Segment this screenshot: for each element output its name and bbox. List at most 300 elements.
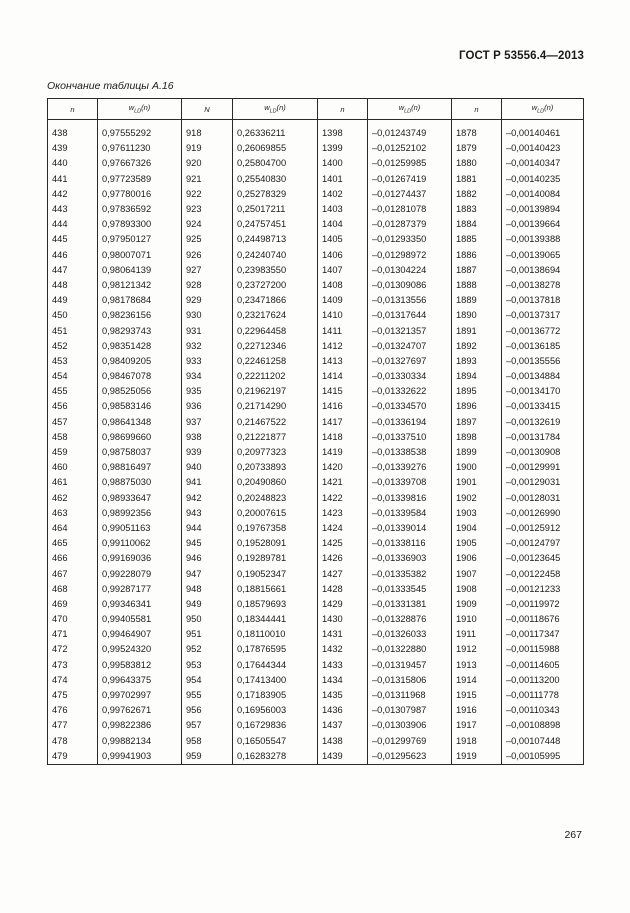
coefficient-cell: –0,01311968	[368, 688, 452, 703]
column-header-symbol: w	[531, 103, 538, 113]
coefficient-cell: –0,00117347	[502, 627, 584, 642]
index-cell: 950	[182, 612, 233, 627]
index-cell: 1421	[318, 475, 368, 490]
coefficient-cell: –0,01327697	[368, 354, 452, 369]
coefficient-cell: –0,01328876	[368, 612, 452, 627]
coefficient-cell: 0,17413400	[233, 673, 318, 688]
index-cell: 1884	[452, 217, 502, 232]
coefficient-cell: 0,25278329	[233, 187, 318, 202]
coefficient-cell: 0,99228079	[98, 566, 182, 581]
table-row	[48, 642, 584, 657]
coefficient-cell: 0,21714290	[233, 399, 318, 414]
coefficient-cell: 0,18815661	[233, 582, 318, 597]
index-cell: 930	[182, 308, 233, 323]
coefficient-cell: 0,98293743	[98, 323, 182, 338]
index-cell: 475	[48, 688, 98, 703]
index-cell: 439	[48, 141, 98, 156]
table-row	[48, 248, 584, 263]
window-coefficients-table	[47, 98, 584, 765]
coefficient-cell: –0,01339816	[368, 491, 452, 506]
coefficient-cell: –0,01339014	[368, 521, 452, 536]
column-header-argument: (n)	[276, 103, 286, 113]
coefficient-cell: –0,01339708	[368, 475, 452, 490]
table-row	[48, 308, 584, 323]
coefficient-cell: –0,00126990	[502, 506, 584, 521]
index-cell: 1412	[318, 339, 368, 354]
coefficient-cell: 0,23727200	[233, 278, 318, 293]
coefficient-cell: –0,00132619	[502, 415, 584, 430]
index-cell: 1914	[452, 673, 502, 688]
coefficient-cell: 0,97893300	[98, 217, 182, 232]
coefficient-cell: 0,98699660	[98, 430, 182, 445]
coefficient-cell: –0,00107448	[502, 734, 584, 749]
coefficient-cell: –0,01259985	[368, 156, 452, 171]
coefficient-cell: 0,25017211	[233, 202, 318, 217]
table-row	[48, 582, 584, 597]
coefficient-cell: –0,01309086	[368, 278, 452, 293]
index-cell: 925	[182, 232, 233, 247]
index-cell: 1418	[318, 430, 368, 445]
index-cell: 1892	[452, 339, 502, 354]
index-cell: 958	[182, 734, 233, 749]
index-cell: 937	[182, 415, 233, 430]
index-cell: 1401	[318, 172, 368, 187]
coefficient-cell: –0,01317644	[368, 308, 452, 323]
coefficient-cell: 0,23217624	[233, 308, 318, 323]
coefficient-cell: 0,22712346	[233, 339, 318, 354]
index-cell: 464	[48, 521, 98, 536]
table-row	[48, 323, 584, 338]
coefficient-cell: –0,00136772	[502, 323, 584, 338]
coefficient-cell: 0,98178684	[98, 293, 182, 308]
coefficient-cell: –0,01331381	[368, 597, 452, 612]
coefficient-cell: –0,00140461	[502, 126, 584, 141]
index-cell: 1411	[318, 323, 368, 338]
column-header-symbol: n	[474, 104, 479, 114]
coefficient-cell: –0,00133415	[502, 399, 584, 414]
column-header-subscript: LD	[134, 108, 142, 115]
coefficient-cell: 0,99822386	[98, 718, 182, 733]
coefficient-cell: 0,99287177	[98, 582, 182, 597]
index-cell: 922	[182, 187, 233, 202]
column-header-symbol: N	[204, 104, 210, 114]
index-cell: 952	[182, 642, 233, 657]
table-row	[48, 415, 584, 430]
index-cell: 1918	[452, 734, 502, 749]
table-row	[48, 597, 584, 612]
coefficient-cell: 0,25540830	[233, 172, 318, 187]
page-number: 267	[564, 829, 582, 841]
coefficient-cell: 0,16729836	[233, 718, 318, 733]
column-header-subscript: LD	[537, 108, 545, 115]
coefficient-cell: 0,20007615	[233, 506, 318, 521]
index-cell: 1424	[318, 521, 368, 536]
table-row	[48, 718, 584, 733]
coefficient-cell: –0,00135556	[502, 354, 584, 369]
index-cell: 450	[48, 308, 98, 323]
index-cell: 1420	[318, 460, 368, 475]
table-row	[48, 536, 584, 551]
coefficient-cell: –0,00140235	[502, 172, 584, 187]
table-body	[48, 120, 584, 765]
index-cell: 454	[48, 369, 98, 384]
index-cell: 932	[182, 339, 233, 354]
coefficient-cell: 0,16283278	[233, 749, 318, 765]
index-cell: 467	[48, 566, 98, 581]
table-row	[48, 339, 584, 354]
coefficient-cell: –0,01287379	[368, 217, 452, 232]
index-cell: 1437	[318, 718, 368, 733]
index-cell: 1904	[452, 521, 502, 536]
coefficient-cell: –0,00124797	[502, 536, 584, 551]
table-row	[48, 734, 584, 749]
coefficient-cell: 0,18110010	[233, 627, 318, 642]
coefficient-cell: 0,99524320	[98, 642, 182, 657]
coefficient-cell: 0,98409205	[98, 354, 182, 369]
table-row	[48, 703, 584, 718]
coefficient-cell: –0,00139664	[502, 217, 584, 232]
coefficient-cell: 0,98992356	[98, 506, 182, 521]
table-row	[48, 673, 584, 688]
coefficient-cell: –0,01333545	[368, 582, 452, 597]
coefficient-cell: 0,99405581	[98, 612, 182, 627]
table-row	[48, 187, 584, 202]
column-header	[318, 99, 368, 120]
coefficient-cell: 0,98351428	[98, 339, 182, 354]
column-header-argument: (n)	[411, 103, 421, 113]
index-cell: 1888	[452, 278, 502, 293]
coefficient-cell: 0,22461258	[233, 354, 318, 369]
table-row	[48, 658, 584, 673]
coefficient-cell: –0,01332622	[368, 384, 452, 399]
index-cell: 1894	[452, 369, 502, 384]
coefficient-cell: 0,98064139	[98, 263, 182, 278]
index-cell: 1897	[452, 415, 502, 430]
index-cell: 1900	[452, 460, 502, 475]
index-cell: 471	[48, 627, 98, 642]
column-header	[233, 99, 318, 120]
index-cell: 1915	[452, 688, 502, 703]
coefficient-cell: –0,00110343	[502, 703, 584, 718]
index-cell: 1430	[318, 612, 368, 627]
coefficient-cell: –0,00137818	[502, 293, 584, 308]
index-cell: 1403	[318, 202, 368, 217]
index-cell: 949	[182, 597, 233, 612]
coefficient-cell: 0,20248823	[233, 491, 318, 506]
column-header-symbol: w	[128, 103, 135, 113]
index-cell: 939	[182, 445, 233, 460]
coefficient-cell: –0,01303906	[368, 718, 452, 733]
index-cell: 923	[182, 202, 233, 217]
coefficient-cell: –0,00130908	[502, 445, 584, 460]
index-cell: 1425	[318, 536, 368, 551]
index-cell: 944	[182, 521, 233, 536]
coefficient-cell: –0,01338116	[368, 536, 452, 551]
column-header-symbol: n	[340, 104, 345, 114]
coefficient-cell: –0,00108898	[502, 718, 584, 733]
table-row	[48, 566, 584, 581]
coefficient-cell: 0,21221877	[233, 430, 318, 445]
table-row	[48, 202, 584, 217]
index-cell: 1435	[318, 688, 368, 703]
index-cell: 1913	[452, 658, 502, 673]
index-cell: 918	[182, 126, 233, 141]
coefficient-cell: 0,23471866	[233, 293, 318, 308]
index-cell: 461	[48, 475, 98, 490]
index-cell: 1406	[318, 248, 368, 263]
coefficient-cell: 0,99762671	[98, 703, 182, 718]
coefficient-cell: –0,00113200	[502, 673, 584, 688]
coefficient-cell: 0,97555292	[98, 126, 182, 141]
index-cell: 468	[48, 582, 98, 597]
index-cell: 1917	[452, 718, 502, 733]
index-cell: 1426	[318, 551, 368, 566]
index-cell: 1891	[452, 323, 502, 338]
index-cell: 946	[182, 551, 233, 566]
coefficient-cell: –0,00131784	[502, 430, 584, 445]
table-row	[48, 263, 584, 278]
coefficient-cell: 0,97836592	[98, 202, 182, 217]
coefficient-cell: –0,00138278	[502, 278, 584, 293]
coefficient-cell: 0,99110062	[98, 536, 182, 551]
index-cell: 1905	[452, 536, 502, 551]
index-cell: 1889	[452, 293, 502, 308]
index-cell: 1405	[318, 232, 368, 247]
index-cell: 1896	[452, 399, 502, 414]
index-cell: 929	[182, 293, 233, 308]
index-cell: 1878	[452, 126, 502, 141]
index-cell: 1429	[318, 597, 368, 612]
coefficient-cell: 0,98007071	[98, 248, 182, 263]
index-cell: 478	[48, 734, 98, 749]
index-cell: 1902	[452, 491, 502, 506]
table-row	[48, 217, 584, 232]
table-row	[48, 354, 584, 369]
index-cell: 940	[182, 460, 233, 475]
column-header-argument: (n)	[544, 103, 554, 113]
coefficient-cell: –0,00138694	[502, 263, 584, 278]
index-cell: 451	[48, 323, 98, 338]
index-cell: 1433	[318, 658, 368, 673]
index-cell: 445	[48, 232, 98, 247]
coefficient-cell: 0,99464907	[98, 627, 182, 642]
index-cell: 1398	[318, 126, 368, 141]
coefficient-cell: 0,17876595	[233, 642, 318, 657]
coefficient-cell: –0,00140347	[502, 156, 584, 171]
coefficient-cell: 0,19052347	[233, 566, 318, 581]
coefficient-cell: –0,00118676	[502, 612, 584, 627]
index-cell: 927	[182, 263, 233, 278]
table-row	[48, 445, 584, 460]
index-cell: 1908	[452, 582, 502, 597]
index-cell: 448	[48, 278, 98, 293]
table-row	[48, 521, 584, 536]
index-cell: 443	[48, 202, 98, 217]
table-row	[48, 749, 584, 765]
coefficient-cell: 0,20733893	[233, 460, 318, 475]
coefficient-cell: –0,01319457	[368, 658, 452, 673]
table-row	[48, 612, 584, 627]
coefficient-cell: –0,01307987	[368, 703, 452, 718]
index-cell: 1438	[318, 734, 368, 749]
table-row	[48, 627, 584, 642]
index-cell: 1901	[452, 475, 502, 490]
coefficient-cell: 0,26336211	[233, 126, 318, 141]
index-cell: 933	[182, 354, 233, 369]
index-cell: 438	[48, 126, 98, 141]
coefficient-cell: 0,20490860	[233, 475, 318, 490]
table-row	[48, 460, 584, 475]
column-header-symbol: w	[398, 103, 405, 113]
index-cell: 1428	[318, 582, 368, 597]
column-header-subscript: LD	[269, 108, 277, 115]
index-cell: 935	[182, 384, 233, 399]
index-cell: 1423	[318, 506, 368, 521]
coefficient-cell: –0,01334570	[368, 399, 452, 414]
column-header	[182, 99, 233, 120]
coefficient-cell: –0,00115988	[502, 642, 584, 657]
index-cell: 479	[48, 749, 98, 765]
index-cell: 943	[182, 506, 233, 521]
index-cell: 1436	[318, 703, 368, 718]
coefficient-cell: 0,99882134	[98, 734, 182, 749]
index-cell: 456	[48, 399, 98, 414]
coefficient-cell: 0,24240740	[233, 248, 318, 263]
coefficient-cell: 0,99702997	[98, 688, 182, 703]
coefficient-cell: –0,00125912	[502, 521, 584, 536]
index-cell: 460	[48, 460, 98, 475]
coefficient-cell: –0,01335382	[368, 566, 452, 581]
index-cell: 470	[48, 612, 98, 627]
index-cell: 948	[182, 582, 233, 597]
index-cell: 1886	[452, 248, 502, 263]
coefficient-cell: 0,99169036	[98, 551, 182, 566]
coefficient-cell: –0,00139065	[502, 248, 584, 263]
table-row	[48, 141, 584, 156]
index-cell: 959	[182, 749, 233, 765]
index-cell: 447	[48, 263, 98, 278]
table-row	[48, 506, 584, 521]
index-cell: 449	[48, 293, 98, 308]
index-cell: 1409	[318, 293, 368, 308]
table-header-row	[48, 99, 584, 120]
index-cell: 1880	[452, 156, 502, 171]
index-cell: 1890	[452, 308, 502, 323]
index-cell: 1910	[452, 612, 502, 627]
index-cell: 942	[182, 491, 233, 506]
index-cell: 1399	[318, 141, 368, 156]
coefficient-cell: 0,17183905	[233, 688, 318, 703]
coefficient-cell: 0,98467078	[98, 369, 182, 384]
index-cell: 931	[182, 323, 233, 338]
index-cell: 1434	[318, 673, 368, 688]
coefficient-cell: –0,01267419	[368, 172, 452, 187]
index-cell: 458	[48, 430, 98, 445]
coefficient-cell: –0,00139388	[502, 232, 584, 247]
column-header	[502, 99, 584, 120]
table-row	[48, 232, 584, 247]
coefficient-cell: –0,00134884	[502, 369, 584, 384]
coefficient-cell: –0,00114605	[502, 658, 584, 673]
coefficient-cell: –0,00129031	[502, 475, 584, 490]
index-cell: 457	[48, 415, 98, 430]
document-standard-code: ГОСТ Р 53556.4—2013	[459, 50, 584, 62]
table-row	[48, 384, 584, 399]
index-cell: 920	[182, 156, 233, 171]
index-cell: 1414	[318, 369, 368, 384]
coefficient-cell: –0,00140423	[502, 141, 584, 156]
coefficient-cell: –0,00137317	[502, 308, 584, 323]
table-row	[48, 688, 584, 703]
index-cell: 1919	[452, 749, 502, 765]
coefficient-cell: –0,01281078	[368, 202, 452, 217]
coefficient-cell: 0,98933647	[98, 491, 182, 506]
coefficient-cell: –0,01339276	[368, 460, 452, 475]
index-cell: 1422	[318, 491, 368, 506]
coefficient-cell: 0,97667326	[98, 156, 182, 171]
coefficient-cell: 0,24498713	[233, 232, 318, 247]
coefficient-cell: 0,18579693	[233, 597, 318, 612]
index-cell: 1885	[452, 232, 502, 247]
index-cell: 1431	[318, 627, 368, 642]
index-cell: 928	[182, 278, 233, 293]
index-cell: 1912	[452, 642, 502, 657]
index-cell: 924	[182, 217, 233, 232]
coefficient-cell: 0,99941903	[98, 749, 182, 765]
column-header	[368, 99, 452, 120]
coefficient-cell: –0,00140084	[502, 187, 584, 202]
index-cell: 955	[182, 688, 233, 703]
index-cell: 953	[182, 658, 233, 673]
index-cell: 1413	[318, 354, 368, 369]
coefficient-cell: 0,24757451	[233, 217, 318, 232]
table-row	[48, 278, 584, 293]
index-cell: 463	[48, 506, 98, 521]
index-cell: 921	[182, 172, 233, 187]
coefficient-cell: 0,17644344	[233, 658, 318, 673]
index-cell: 1883	[452, 202, 502, 217]
column-header	[452, 99, 502, 120]
coefficient-cell: 0,19528091	[233, 536, 318, 551]
index-cell: 934	[182, 369, 233, 384]
coefficient-cell: –0,01336903	[368, 551, 452, 566]
index-cell: 1432	[318, 642, 368, 657]
index-cell: 1909	[452, 597, 502, 612]
coefficient-cell: 0,97950127	[98, 232, 182, 247]
coefficient-cell: 0,20977323	[233, 445, 318, 460]
coefficient-cell: 0,97611230	[98, 141, 182, 156]
index-cell: 474	[48, 673, 98, 688]
index-cell: 444	[48, 217, 98, 232]
coefficient-cell: –0,01295623	[368, 749, 452, 765]
index-cell: 951	[182, 627, 233, 642]
table-row	[48, 156, 584, 171]
coefficient-cell: –0,01304224	[368, 263, 452, 278]
column-header	[48, 99, 98, 120]
index-cell: 465	[48, 536, 98, 551]
coefficient-cell: –0,01298972	[368, 248, 452, 263]
coefficient-cell: 0,98875030	[98, 475, 182, 490]
index-cell: 919	[182, 141, 233, 156]
coefficient-cell: –0,00128031	[502, 491, 584, 506]
coefficient-cell: –0,00121233	[502, 582, 584, 597]
coefficient-cell: 0,98641348	[98, 415, 182, 430]
coefficient-cell: –0,01336194	[368, 415, 452, 430]
column-header-subscript: LD	[404, 108, 412, 115]
table-row	[48, 126, 584, 141]
table-row	[48, 475, 584, 490]
index-cell: 1400	[318, 156, 368, 171]
